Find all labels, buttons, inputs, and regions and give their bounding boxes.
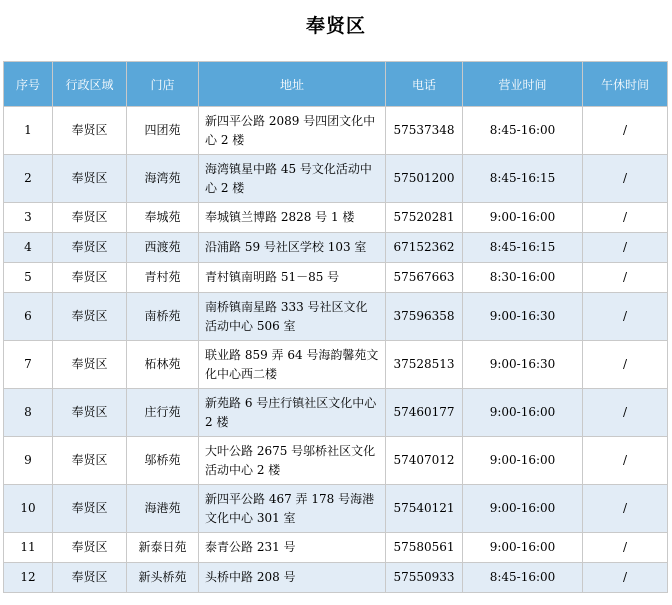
cell-phone: 57407012 <box>386 437 463 485</box>
cell-store: 四团苑 <box>127 107 199 155</box>
table-row <box>4 437 668 485</box>
cell-no: 1 <box>4 107 53 155</box>
store-table <box>3 61 668 593</box>
cell-hours: 9:00-16:00 <box>463 203 583 233</box>
cell-address: 青村镇南明路 51－85 号 <box>199 263 386 293</box>
cell-district: 奉贤区 <box>53 203 127 233</box>
table-row <box>4 341 668 389</box>
cell-address: 新四平公路 467 弄 178 号海港文化中心 301 室 <box>199 485 386 533</box>
cell-address: 新苑路 6 号庄行镇社区文化中心 2 楼 <box>199 389 386 437</box>
cell-district: 奉贤区 <box>53 263 127 293</box>
header-district: 行政区域 <box>53 62 127 107</box>
table-row <box>4 155 668 203</box>
cell-no: 12 <box>4 563 53 593</box>
table-header-row <box>4 62 668 107</box>
cell-no: 10 <box>4 485 53 533</box>
cell-district: 奉贤区 <box>53 389 127 437</box>
page-title: 奉贤区 <box>305 15 366 37</box>
cell-address: 南桥镇南星路 333 号社区文化活动中心 506 室 <box>199 293 386 341</box>
cell-district: 奉贤区 <box>53 107 127 155</box>
cell-store: 海湾苑 <box>127 155 199 203</box>
table-row <box>4 485 668 533</box>
cell-lunch: / <box>583 293 668 341</box>
cell-no: 8 <box>4 389 53 437</box>
cell-hours: 9:00-16:00 <box>463 437 583 485</box>
cell-district: 奉贤区 <box>53 293 127 341</box>
header-address: 地址 <box>199 62 386 107</box>
header-hours: 营业时间 <box>463 62 583 107</box>
cell-lunch: / <box>583 389 668 437</box>
cell-phone: 57537348 <box>386 107 463 155</box>
cell-district: 奉贤区 <box>53 341 127 389</box>
cell-store: 新泰日苑 <box>127 533 199 563</box>
table-row <box>4 203 668 233</box>
table-row <box>4 233 668 263</box>
cell-hours: 8:45-16:15 <box>463 233 583 263</box>
cell-lunch: / <box>583 155 668 203</box>
cell-no: 3 <box>4 203 53 233</box>
cell-phone: 37596358 <box>386 293 463 341</box>
header-phone: 电话 <box>386 62 463 107</box>
table-row <box>4 533 668 563</box>
cell-phone: 57501200 <box>386 155 463 203</box>
table-row <box>4 293 668 341</box>
cell-lunch: / <box>583 107 668 155</box>
table-row <box>4 563 668 593</box>
cell-district: 奉贤区 <box>53 437 127 485</box>
cell-no: 6 <box>4 293 53 341</box>
cell-lunch: / <box>583 341 668 389</box>
cell-hours: 8:45-16:00 <box>463 107 583 155</box>
cell-lunch: / <box>583 485 668 533</box>
cell-address: 联业路 859 弄 64 号海韵馨苑文化中心西二楼 <box>199 341 386 389</box>
cell-phone: 57520281 <box>386 203 463 233</box>
cell-store: 奉城苑 <box>127 203 199 233</box>
table-row <box>4 389 668 437</box>
cell-address: 新四平公路 2089 号四团文化中心 2 楼 <box>199 107 386 155</box>
cell-hours: 9:00-16:00 <box>463 533 583 563</box>
cell-district: 奉贤区 <box>53 485 127 533</box>
cell-lunch: / <box>583 533 668 563</box>
cell-no: 11 <box>4 533 53 563</box>
cell-store: 青村苑 <box>127 263 199 293</box>
cell-store: 邬桥苑 <box>127 437 199 485</box>
cell-hours: 9:00-16:00 <box>463 485 583 533</box>
cell-hours: 8:45-16:15 <box>463 155 583 203</box>
cell-store: 西渡苑 <box>127 233 199 263</box>
cell-no: 4 <box>4 233 53 263</box>
cell-hours: 9:00-16:30 <box>463 341 583 389</box>
cell-store: 南桥苑 <box>127 293 199 341</box>
cell-address: 奉城镇兰博路 2828 号 1 楼 <box>199 203 386 233</box>
cell-address: 海湾镇星中路 45 号文化活动中心 2 楼 <box>199 155 386 203</box>
cell-store: 海港苑 <box>127 485 199 533</box>
cell-address: 大叶公路 2675 号邬桥社区文化活动中心 2 楼 <box>199 437 386 485</box>
cell-address: 沿浦路 59 号社区学校 103 室 <box>199 233 386 263</box>
cell-hours: 9:00-16:30 <box>463 293 583 341</box>
cell-lunch: / <box>583 563 668 593</box>
cell-address: 头桥中路 208 号 <box>199 563 386 593</box>
cell-district: 奉贤区 <box>53 563 127 593</box>
cell-phone: 57567663 <box>386 263 463 293</box>
cell-lunch: / <box>583 233 668 263</box>
cell-no: 5 <box>4 263 53 293</box>
cell-hours: 8:30-16:00 <box>463 263 583 293</box>
cell-store: 庄行苑 <box>127 389 199 437</box>
header-no: 序号 <box>4 62 53 107</box>
cell-phone: 37528513 <box>386 341 463 389</box>
cell-phone: 67152362 <box>386 233 463 263</box>
table-row <box>4 263 668 293</box>
cell-phone: 57540121 <box>386 485 463 533</box>
cell-store: 柘林苑 <box>127 341 199 389</box>
cell-hours: 9:00-16:00 <box>463 389 583 437</box>
cell-district: 奉贤区 <box>53 533 127 563</box>
cell-phone: 57580561 <box>386 533 463 563</box>
cell-district: 奉贤区 <box>53 155 127 203</box>
cell-lunch: / <box>583 263 668 293</box>
cell-no: 9 <box>4 437 53 485</box>
cell-no: 2 <box>4 155 53 203</box>
cell-lunch: / <box>583 437 668 485</box>
cell-district: 奉贤区 <box>53 233 127 263</box>
cell-hours: 8:45-16:00 <box>463 563 583 593</box>
header-store: 门店 <box>127 62 199 107</box>
table-row <box>4 107 668 155</box>
header-lunch: 午休时间 <box>583 62 668 107</box>
cell-no: 7 <box>4 341 53 389</box>
cell-phone: 57550933 <box>386 563 463 593</box>
cell-lunch: / <box>583 203 668 233</box>
cell-store: 新头桥苑 <box>127 563 199 593</box>
cell-phone: 57460177 <box>386 389 463 437</box>
cell-address: 泰青公路 231 号 <box>199 533 386 563</box>
